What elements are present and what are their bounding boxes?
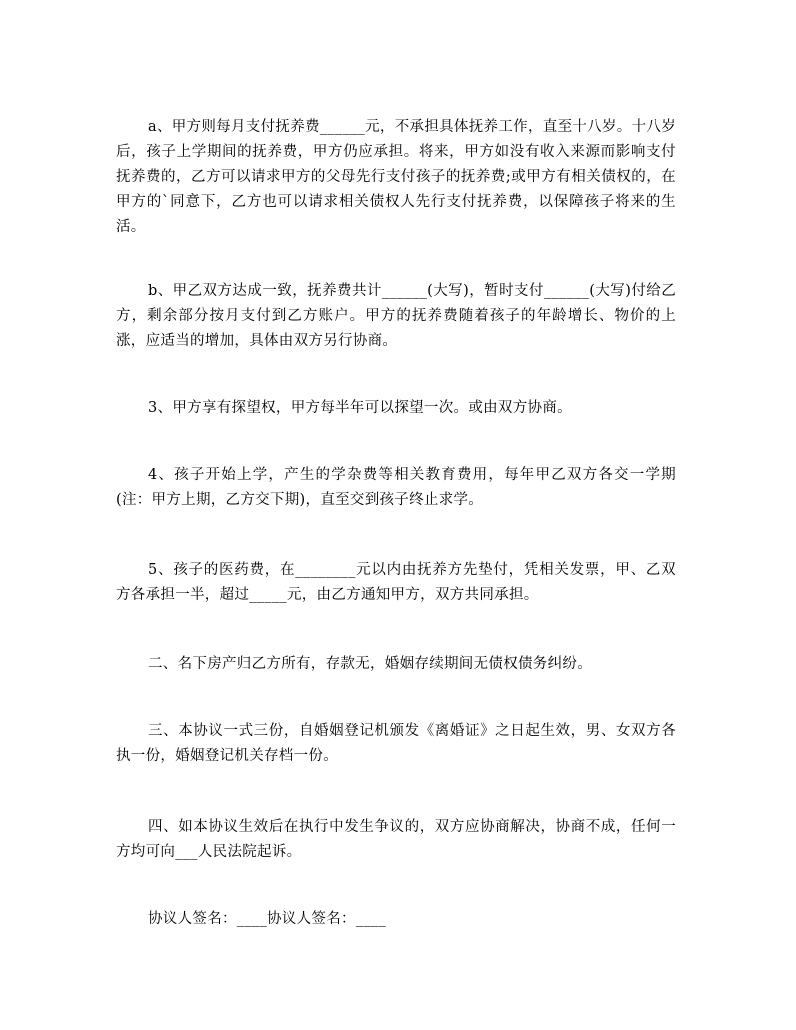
paragraph-child-support-total: b、甲乙双方达成一致，抚养费共计______(大写)，暂时支付______(大写)付给乙方，剩余部分按月支付到乙方账户。甲方的抚养费随着孩子的年龄增长、物价的上涨，应适当的增加，具体由双方另行协商。	[116, 283, 676, 349]
paragraph-property-division: 二、名下房产归乙方所有，存款无，婚姻存续期间无债权债务纠纷。	[148, 656, 592, 672]
signature-line: 协议人签名：____协议人签名：____	[148, 911, 386, 927]
paragraph-education-fees: 4、孩子开始上学，产生的学杂费等相关教育费用，每年甲乙双方各交一学期(注：甲方上期，乙方交下期)，直至交到孩子终止求学。	[116, 467, 676, 508]
paragraph-child-support-monthly: a、甲方则每月支付抚养费______元，不承担具体抚养工作，直至十八岁。十八岁后，孩子上学期间的抚养费，甲方仍应承担。将来，甲方如没有收入来源而影响支付抚养费的，乙方可以请求甲方的父母先行支付孩子的抚养费;或甲方有相关债权的，在甲方的`同意下，乙方也可以请求相关债权人先行支付抚养费，以保障孩子将来的生活。	[116, 119, 676, 235]
paragraph-medical-fees: 5、孩子的医药费，在________元以内由抚养方先垫付，凭相关发票，甲、乙双方各承担一半，超过_____元，由乙方通知甲方，双方共同承担。	[116, 562, 676, 603]
paragraph-agreement-copies: 三、本协议一式三份，自婚姻登记机颁发《离婚证》之日起生效，男、女双方各执一份，婚姻登记机关存档一份。	[116, 723, 676, 764]
paragraph-visitation-rights: 3、甲方享有探望权，甲方每半年可以探望一次。或由双方协商。	[148, 400, 572, 416]
paragraph-dispute-resolution: 四、如本协议生效后在执行中发生争议的，双方应协商解决，协商不成，任何一方均可向___人民法院起诉。	[116, 819, 676, 860]
